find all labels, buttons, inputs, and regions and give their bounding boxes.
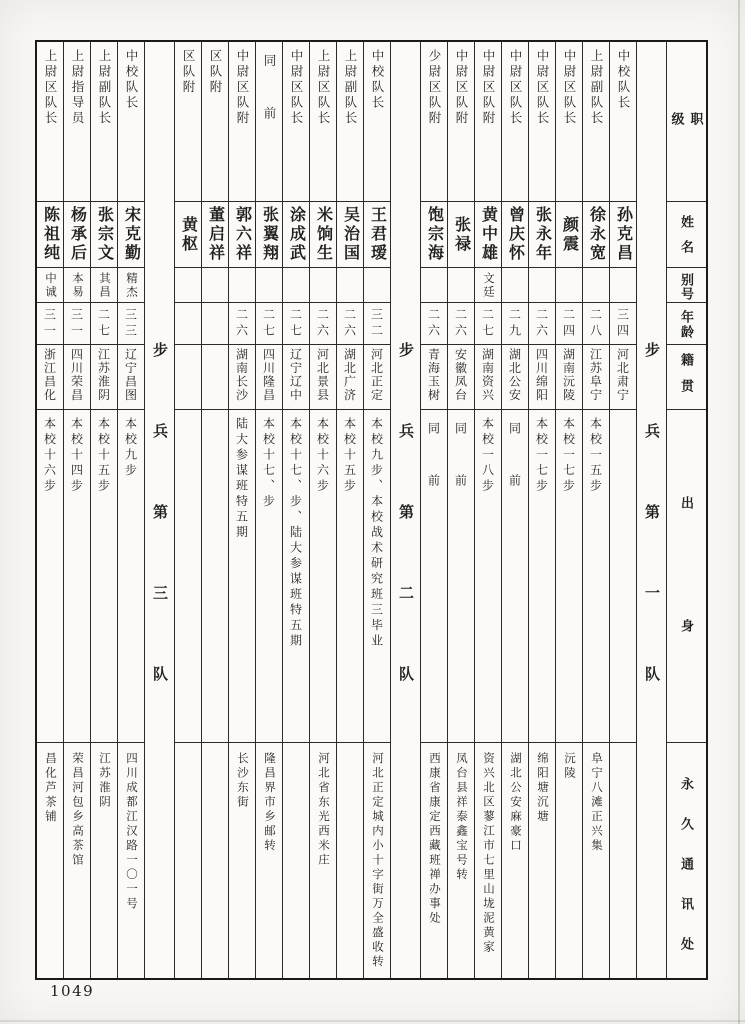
member-rank: 上尉区队长 [37, 42, 63, 202]
member-native_place: 辽宁辽中 [283, 345, 309, 410]
member-name: 米饷生 [310, 202, 336, 268]
member-column [90, 42, 117, 978]
member-background: 本校十五步 [91, 410, 117, 743]
member-column [528, 42, 555, 978]
member-rank: 上尉副队长 [583, 42, 609, 202]
member-alias [583, 268, 609, 303]
member-age: 二六 [229, 303, 255, 345]
member-native_place: 辽宁昌图 [118, 345, 144, 410]
member-name: 张翼翔 [256, 202, 282, 268]
section-column [390, 42, 420, 978]
field-header-column [666, 42, 706, 978]
member-column [555, 42, 582, 978]
member-age: 二七 [475, 303, 501, 345]
member-address: 四川成都江汉路一〇一号 [125, 752, 137, 912]
member-background [175, 410, 201, 743]
member-rank: 上尉指导员 [64, 42, 90, 202]
member-rank: 中尉区队附 [229, 42, 255, 202]
member-background: 本校九步 [118, 410, 144, 743]
member-alias [310, 268, 336, 303]
member-rank: 少尉区队附 [421, 42, 447, 202]
member-address: 湖北公安麻豪口 [509, 752, 521, 854]
member-age: 二六 [448, 303, 474, 345]
member-alias [529, 268, 555, 303]
member-address [175, 743, 201, 978]
member-column [336, 42, 363, 978]
member-rank: 中尉区队长 [283, 42, 309, 202]
member-age: 二六 [421, 303, 447, 345]
member-age: 二七 [91, 303, 117, 345]
member-alias [610, 268, 636, 303]
member-age [202, 303, 228, 345]
member-rank: 区队附 [175, 42, 201, 202]
member-address: 西康省康定西藏班禅办事处 [428, 752, 440, 926]
member-rank: 中尉区队附 [448, 42, 474, 202]
member-native_place: 河北正定 [364, 345, 390, 410]
member-alias [229, 268, 255, 303]
member-native_place: 四川隆昌 [256, 345, 282, 410]
field-header-address: 永久通讯处 [679, 777, 694, 977]
member-rank: 同前 [256, 42, 282, 202]
member-column [309, 42, 336, 978]
member-name: 颜震 [556, 202, 582, 268]
member-background: 本校一八步 [475, 410, 501, 743]
member-column [447, 42, 474, 978]
member-name: 曾庆怀 [502, 202, 528, 268]
member-background: 同前 [502, 410, 528, 743]
member-name: 董启祥 [202, 202, 228, 268]
member-age: 三一 [37, 303, 63, 345]
section-title: 步兵第三队 [151, 342, 168, 747]
member-alias [556, 268, 582, 303]
member-address: 资兴北区蓼江市七里山垅泥黄家 [482, 752, 494, 955]
member-native_place [202, 345, 228, 410]
member-alias [421, 268, 447, 303]
section-title: 步兵第一队 [643, 342, 660, 747]
section-column [144, 42, 174, 978]
member-column [37, 42, 63, 978]
member-native_place: 江苏阜宁 [583, 345, 609, 410]
member-background [610, 410, 636, 743]
member-native_place: 青海玉树 [421, 345, 447, 410]
member-alias [175, 268, 201, 303]
member-column [63, 42, 90, 978]
member-address: 江苏淮阴 [98, 752, 110, 810]
page-bottom-shadow [0, 1020, 745, 1022]
member-background: 本校十七、步、陆大参谋班特五期 [283, 410, 309, 743]
member-column [282, 42, 309, 978]
member-age: 二六 [529, 303, 555, 345]
member-address: 沅陵 [563, 752, 575, 781]
member-rank: 中尉区队附 [475, 42, 501, 202]
member-alias [364, 268, 390, 303]
member-address: 绵阳塘沉塘 [536, 752, 548, 825]
member-alias [502, 268, 528, 303]
member-background: 本校九步、本校战术研究班三毕业 [364, 410, 390, 743]
member-address: 凤台县祥泰鑫宝号转 [455, 752, 467, 883]
member-name: 饱宗海 [421, 202, 447, 268]
member-background: 本校一七步 [529, 410, 555, 743]
member-age [175, 303, 201, 345]
field-header-age: 年龄 [667, 303, 706, 345]
member-name: 陈祖纯 [37, 202, 63, 268]
member-column [255, 42, 282, 978]
member-background: 本校十六步 [310, 410, 336, 743]
member-alias [202, 268, 228, 303]
member-rank: 上尉区队长 [310, 42, 336, 202]
member-address: 隆昌界市乡邮转 [263, 752, 275, 854]
member-column [501, 42, 528, 978]
member-native_place: 安徽凤台 [448, 345, 474, 410]
member-age: 二七 [283, 303, 309, 345]
member-name: 黄枢 [175, 202, 201, 268]
member-native_place: 江苏淮阴 [91, 345, 117, 410]
member-address [610, 743, 636, 978]
page-edge-shadow [738, 0, 740, 1024]
member-background: 本校十五步 [337, 410, 363, 743]
field-header-native_place: 籍贯 [667, 345, 706, 410]
member-name: 张永年 [529, 202, 555, 268]
member-address: 荣昌河包乡高茶馆 [71, 752, 83, 868]
member-background: 本校十六步 [37, 410, 63, 743]
member-background: 本校一五步 [583, 410, 609, 743]
member-age: 二八 [583, 303, 609, 345]
member-name: 王君瑷 [364, 202, 390, 268]
member-native_place: 四川绵阳 [529, 345, 555, 410]
member-rank: 中校队长 [118, 42, 144, 202]
field-header-background: 出身 [667, 410, 706, 743]
member-age: 二九 [502, 303, 528, 345]
member-address [202, 743, 228, 978]
member-column [117, 42, 144, 978]
field-header-alias: 别号 [667, 268, 706, 303]
member-name: 涂成武 [283, 202, 309, 268]
member-address: 长沙东街 [236, 752, 248, 810]
member-native_place: 四川荣昌 [64, 345, 90, 410]
member-name: 张禄 [448, 202, 474, 268]
member-name: 吴治国 [337, 202, 363, 268]
member-background: 本校十四步 [64, 410, 90, 743]
member-alias [337, 268, 363, 303]
member-native_place: 湖北公安 [502, 345, 528, 410]
member-address: 昌化芦茶铺 [44, 752, 56, 825]
member-background: 本校十七、步 [256, 410, 282, 743]
member-alias [448, 268, 474, 303]
member-native_place: 河北肃宁 [610, 345, 636, 410]
member-column [582, 42, 609, 978]
member-alias [283, 268, 309, 303]
member-address: 阜宁八滩正兴集 [590, 752, 602, 854]
member-rank: 中校队长 [364, 42, 390, 202]
member-age: 三二 [364, 303, 390, 345]
member-name: 郭六祥 [229, 202, 255, 268]
member-age: 二七 [256, 303, 282, 345]
member-rank: 上尉副队长 [91, 42, 117, 202]
member-address [337, 743, 363, 978]
member-alias: 中诚 [37, 268, 63, 303]
member-age: 二六 [337, 303, 363, 345]
member-name: 黄中雄 [475, 202, 501, 268]
section-title: 步兵第二队 [397, 342, 414, 747]
roster-table [35, 40, 708, 980]
member-native_place: 湖南长沙 [229, 345, 255, 410]
member-alias [256, 268, 282, 303]
member-native_place: 湖南资兴 [475, 345, 501, 410]
member-column [174, 42, 201, 978]
member-name: 宋克勤 [118, 202, 144, 268]
member-name: 杨承后 [64, 202, 90, 268]
member-rank: 中尉区队长 [556, 42, 582, 202]
member-rank: 区队附 [202, 42, 228, 202]
member-native_place: 湖南沅陵 [556, 345, 582, 410]
field-header-name: 姓名 [667, 202, 706, 268]
member-column [609, 42, 636, 978]
member-age: 三四 [610, 303, 636, 345]
member-background: 同前 [421, 410, 447, 743]
member-rank: 上尉副队长 [337, 42, 363, 202]
member-rank: 中尉区队长 [529, 42, 555, 202]
member-background: 陆大参谋班特五期 [229, 410, 255, 743]
member-alias: 其昌 [91, 268, 117, 303]
member-name: 孙克昌 [610, 202, 636, 268]
member-age: 三一 [64, 303, 90, 345]
field-header-rank: 职级 [667, 42, 706, 202]
member-background: 本校一七步 [556, 410, 582, 743]
member-column [228, 42, 255, 978]
member-address: 河北正定城内小十字街万全盛收转 [371, 752, 383, 970]
member-age: 二四 [556, 303, 582, 345]
member-name: 徐永宽 [583, 202, 609, 268]
member-age: 二六 [310, 303, 336, 345]
section-column [636, 42, 666, 978]
member-native_place: 湖北广济 [337, 345, 363, 410]
member-column [420, 42, 447, 978]
member-address: 河北省东光西米庄 [317, 752, 329, 868]
member-alias: 文廷 [475, 268, 501, 303]
member-name: 张宗文 [91, 202, 117, 268]
member-background: 同前 [448, 410, 474, 743]
page-number: 1049 [50, 982, 95, 1000]
member-native_place: 河北景县 [310, 345, 336, 410]
member-alias: 精杰 [118, 268, 144, 303]
member-rank: 中尉区队长 [502, 42, 528, 202]
member-column [363, 42, 390, 978]
member-column [474, 42, 501, 978]
member-alias: 本易 [64, 268, 90, 303]
member-native_place [175, 345, 201, 410]
member-rank: 中校队长 [610, 42, 636, 202]
member-address [283, 743, 309, 978]
member-column [201, 42, 228, 978]
member-age: 三三 [118, 303, 144, 345]
member-native_place: 浙江昌化 [37, 345, 63, 410]
member-background [202, 410, 228, 743]
